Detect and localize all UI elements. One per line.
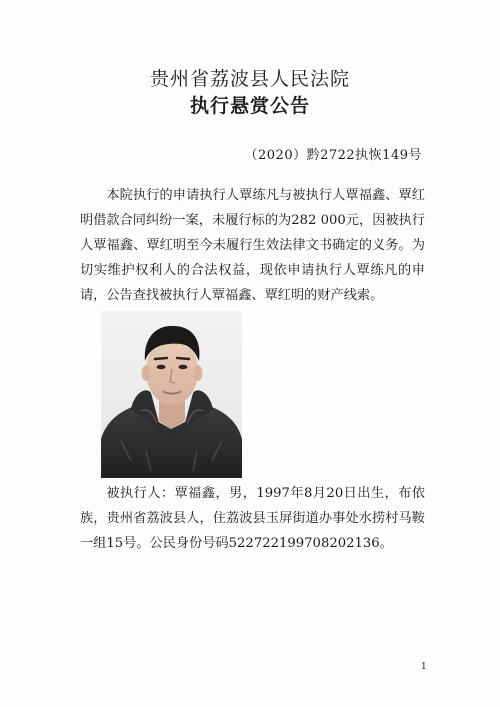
person-photo <box>101 311 242 478</box>
notice-body-paragraph: 本院执行的申请执行人覃练凡与被执行人覃福鑫、覃红明借款合同纠纷一案，未履行标的为282 000元，因被执行人覃福鑫、覃红明至今未履行生效法律文书确定的义务。为切实维护权利人的合法权益，现依申请执行人覃练凡的申请，公告查找被执行人覃福鑫、覃红明的财产线索。 <box>80 188 425 303</box>
portrait-image <box>101 311 242 478</box>
court-name: 贵州省荔波县人民法院 <box>149 68 350 90</box>
page-number: 1 <box>421 662 427 672</box>
case-number: （2020）黔2722执恢149号 <box>244 148 422 163</box>
notice-title: 执行悬赏公告 <box>189 95 310 117</box>
respondent-info-paragraph: 被执行人：覃福鑫，男，1997年8月20日出生，布依族，贵州省荔波县人，住荔波县玉屏街道办事处水捞村马鞍一组15号。公民身份号码522722199708202136。 <box>80 486 425 551</box>
